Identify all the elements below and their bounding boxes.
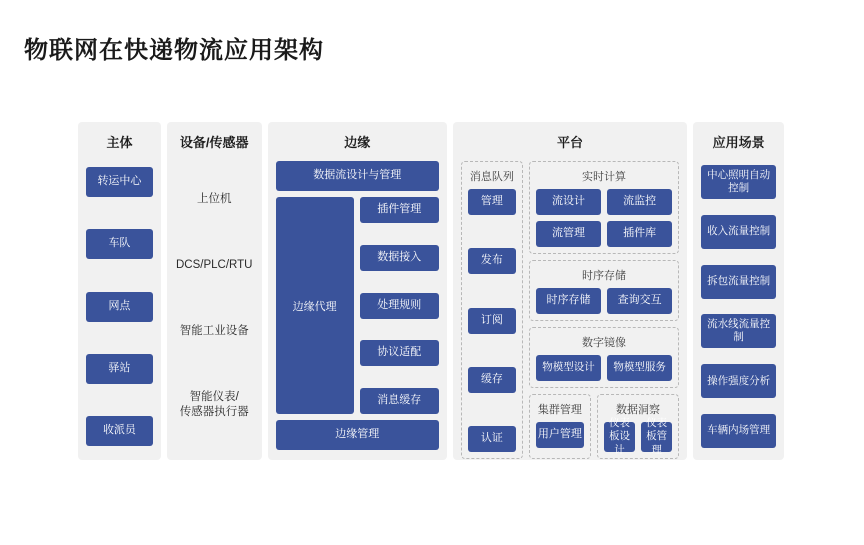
tsdb-item-timeseries-storage[interactable]: 时序存储 — [536, 288, 601, 314]
platform-body — [461, 161, 679, 459]
subject-item-fleet[interactable]: 车队 — [86, 229, 153, 259]
realtime-item-stream-monitor[interactable]: 流监控 — [607, 189, 672, 215]
platform-right-groups — [529, 161, 679, 459]
edge-item-data-ingestion[interactable]: 数据接入 — [360, 245, 439, 271]
subject-item-outlet[interactable]: 网点 — [86, 292, 153, 322]
group-title-data-insight: 数据洞察 — [616, 404, 661, 416]
twin-item-model-service[interactable]: 物模型服务 — [607, 355, 672, 381]
mq-item-cache[interactable]: 缓存 — [468, 367, 516, 393]
insight-item-dashboard-design[interactable]: 仪表板设计 — [604, 422, 635, 452]
group-title-realtime-computing: 实时计算 — [582, 171, 627, 183]
mq-item-publish[interactable]: 发布 — [468, 248, 516, 274]
scene-item-list — [701, 161, 776, 450]
mq-item-management[interactable]: 管理 — [468, 189, 516, 215]
edge-management-button[interactable]: 边缘管理 — [276, 420, 439, 450]
column-platform-header: 平台 — [557, 135, 584, 150]
column-subject — [78, 122, 161, 460]
platform-group-realtime-computing — [529, 161, 679, 254]
edge-item-processing-rules[interactable]: 处理规则 — [360, 293, 439, 319]
platform-group-timeseries-storage — [529, 260, 679, 321]
device-item-host-computer: 上位机 — [196, 193, 232, 206]
scene-item-center-lighting-auto-control[interactable]: 中心照明自动控制 — [701, 165, 776, 199]
edge-capability-list — [360, 197, 439, 414]
mq-item-auth[interactable]: 认证 — [468, 426, 516, 452]
device-item-smart-meter-line2: 传感器执行器 — [179, 406, 249, 419]
edge-agent-block[interactable]: 边缘代理 — [276, 197, 354, 414]
realtime-item-list — [536, 189, 672, 247]
subject-item-courier[interactable]: 收派员 — [86, 416, 153, 446]
edge-item-protocol-adaptation[interactable]: 协议适配 — [360, 340, 439, 366]
timeseries-item-list — [536, 288, 672, 314]
column-edge — [268, 122, 447, 460]
message-queue-item-list — [468, 189, 516, 452]
realtime-item-stream-design[interactable]: 流设计 — [536, 189, 601, 215]
column-device — [167, 122, 262, 460]
group-title-cluster-management: 集群管理 — [537, 404, 582, 416]
device-item-smart-meter-line1: 智能仪表/ — [189, 390, 239, 403]
platform-group-digital-twin — [529, 327, 679, 388]
scene-item-assembly-line-flow-control[interactable]: 流水线流量控制 — [701, 314, 776, 348]
scene-item-inbound-flow-control[interactable]: 收入流量控制 — [701, 215, 776, 249]
realtime-item-stream-management[interactable]: 流管理 — [536, 221, 601, 247]
column-scene-header: 应用场景 — [712, 135, 765, 150]
group-title-timeseries-storage: 时序存储 — [582, 270, 627, 282]
architecture-diagram — [78, 122, 784, 460]
subject-item-transfer-center[interactable]: 转运中心 — [86, 167, 153, 197]
subject-item-station[interactable]: 驿站 — [86, 354, 153, 384]
edge-item-message-cache[interactable]: 消息缓存 — [360, 388, 439, 414]
device-item-list — [175, 161, 254, 450]
cluster-item-user-management[interactable]: 用户管理 — [536, 422, 584, 448]
realtime-item-plugin-library[interactable]: 插件库 — [607, 221, 672, 247]
insight-item-list — [604, 417, 672, 456]
column-device-header: 设备/传感器 — [179, 135, 249, 150]
device-item-smart-industrial-equipment: 智能工业设备 — [179, 324, 249, 337]
edge-item-plugin-management[interactable]: 插件管理 — [360, 197, 439, 223]
column-edge-header: 边缘 — [344, 135, 371, 150]
page-title: 物联网在快递物流应用架构 — [24, 37, 324, 64]
group-title-digital-twin: 数字镜像 — [582, 337, 627, 349]
mq-item-subscribe[interactable]: 订阅 — [468, 308, 516, 334]
column-platform — [453, 122, 687, 460]
column-subject-header: 主体 — [106, 135, 133, 150]
column-scene — [693, 122, 784, 460]
tsdb-item-query-interaction[interactable]: 查询交互 — [607, 288, 672, 314]
scene-item-unpack-flow-control[interactable]: 拆包流量控制 — [701, 265, 776, 299]
digital-twin-item-list — [536, 355, 672, 381]
subject-item-list — [86, 161, 153, 450]
platform-group-cluster-management — [529, 394, 591, 459]
group-title-message-queue: 消息队列 — [469, 171, 514, 183]
edge-body — [276, 161, 439, 450]
scene-item-operation-intensity-analysis[interactable]: 操作强度分析 — [701, 364, 776, 398]
platform-group-data-insight — [597, 394, 679, 459]
edge-middle-row — [276, 197, 439, 414]
device-item-dcs-plc-rtu: DCS/PLC/RTU — [176, 259, 253, 272]
device-item-smart-meter-sensor — [175, 390, 254, 421]
insight-item-dashboard-management[interactable]: 仪表板管理 — [641, 422, 672, 452]
platform-bottom-row — [529, 394, 679, 459]
scene-item-vehicle-yard-management[interactable]: 车辆内场管理 — [701, 414, 776, 448]
platform-group-message-queue — [461, 161, 523, 459]
edge-dataflow-design-button[interactable]: 数据流设计与管理 — [276, 161, 439, 191]
twin-item-model-design[interactable]: 物模型设计 — [536, 355, 601, 381]
